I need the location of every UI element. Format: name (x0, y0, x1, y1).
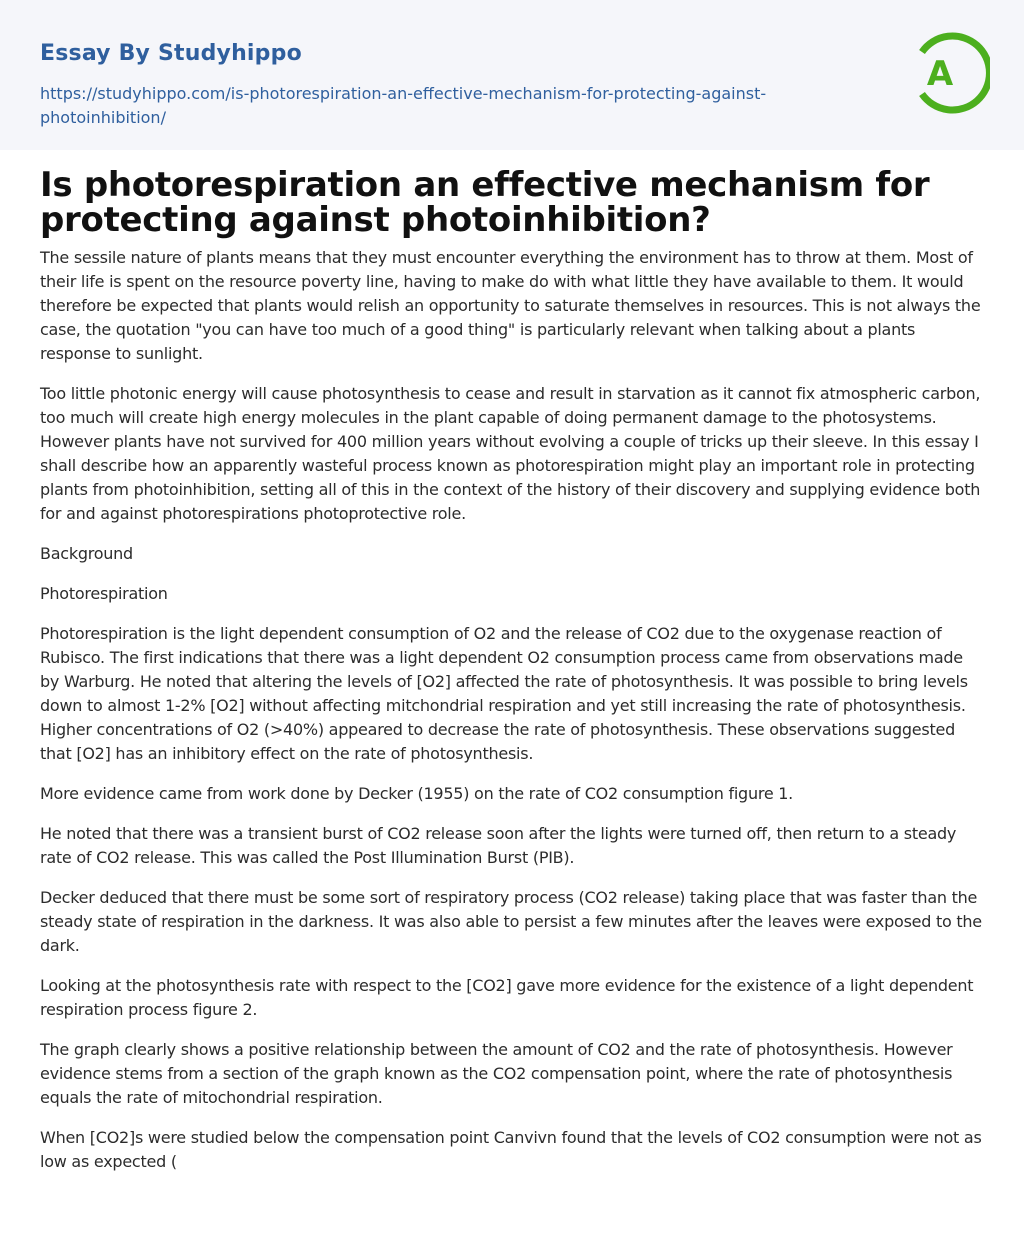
paragraph: The graph clearly shows a positive relationship between the amount of CO2 and the rate of photosynthesis. However evidence stems from a section of the graph known as the CO2 compensation point, where the rate of photosynthesis equals the rate of mitochondrial respiration. (40, 1040, 953, 1107)
brand-title: Essay By Studyhippo (40, 41, 302, 66)
section-heading: Background (40, 544, 133, 563)
essay-title: Is photorespiration an effective mechanism for protecting against photoinhibition? (40, 165, 930, 240)
paragraph: Looking at the photosynthesis rate with respect to the [CO2] gave more evidence for the existence of a light dependent respiration process figure 2. (40, 976, 974, 1019)
paragraph: The sessile nature of plants means that they must encounter everything the environment has to throw at them. Most of their life is spent on the resource poverty line, having to make do with what little they have available to them. It would therefore be expected that plants would relish an opportunity to saturate themselves in resources. This is not always the case, the quotation "you can have too much of a good thing" is particularly relevant when talking about a plants response to sunlight. (40, 248, 981, 363)
paragraph: Decker deduced that there must be some sort of respiratory process (CO2 release) taking place that was faster than the steady state of respiration in the darkness. It was also able to persist a few minutes after the leaves were exposed to the dark. (40, 888, 982, 955)
article (40, 165, 986, 1190)
studyhippo-logo-icon[interactable] (906, 28, 990, 118)
paragraph: He noted that there was a transient burst of CO2 release soon after the lights were turned off, then return to a steady rate of CO2 release. This was called the Post Illumination Burst (PIB). (40, 824, 957, 867)
logo-letter: A (926, 54, 954, 94)
source-link[interactable]: https://studyhippo.com/is-photorespiration-an-effective-mechanism-for-protecting-against-photoinhibition/ (40, 84, 767, 127)
paragraph: More evidence came from work done by Decker (1955) on the rate of CO2 consumption figure 1. (40, 784, 794, 803)
site-header (0, 0, 1024, 150)
paragraph: Photorespiration is the light dependent consumption of O2 and the release of CO2 due to the oxygenase reaction of Rubisco. The first indications that there was a light dependent O2 consumption process came from observations made by Warburg. He noted that altering the levels of [O2] affected the rate of photosynthesis. It was possible to bring levels down to almost 1-2% [O2] without affecting mitchondrial respiration and yet still increasing the rate of photosynthesis. Higher concentrations of O2 (>40%) appeared to decrease the rate of photosynthesis. These observations suggested that [O2] has an inhibitory effect on the rate of photosynthesis. (40, 624, 968, 763)
paragraph: When [CO2]s were studied below the compensation point Canvivn found that the levels of CO2 consumption were not as low as expected ( (40, 1128, 982, 1171)
section-heading: Photorespiration (40, 584, 168, 603)
paragraph: Too little photonic energy will cause photosynthesis to cease and result in starvation as it cannot fix atmospheric carbon, too much will create high energy molecules in the plant capable of doing permanent damage to the photosystems. However plants have not survived for 400 million years without evolving a couple of tricks up their sleeve. In this essay I shall describe how an apparently wasteful process known as photorespiration might play an important role in protecting plants from photoinhibition, setting all of this in the context of the history of their discovery and supplying evidence both for and against photorespirations photoprotective role. (40, 384, 981, 523)
